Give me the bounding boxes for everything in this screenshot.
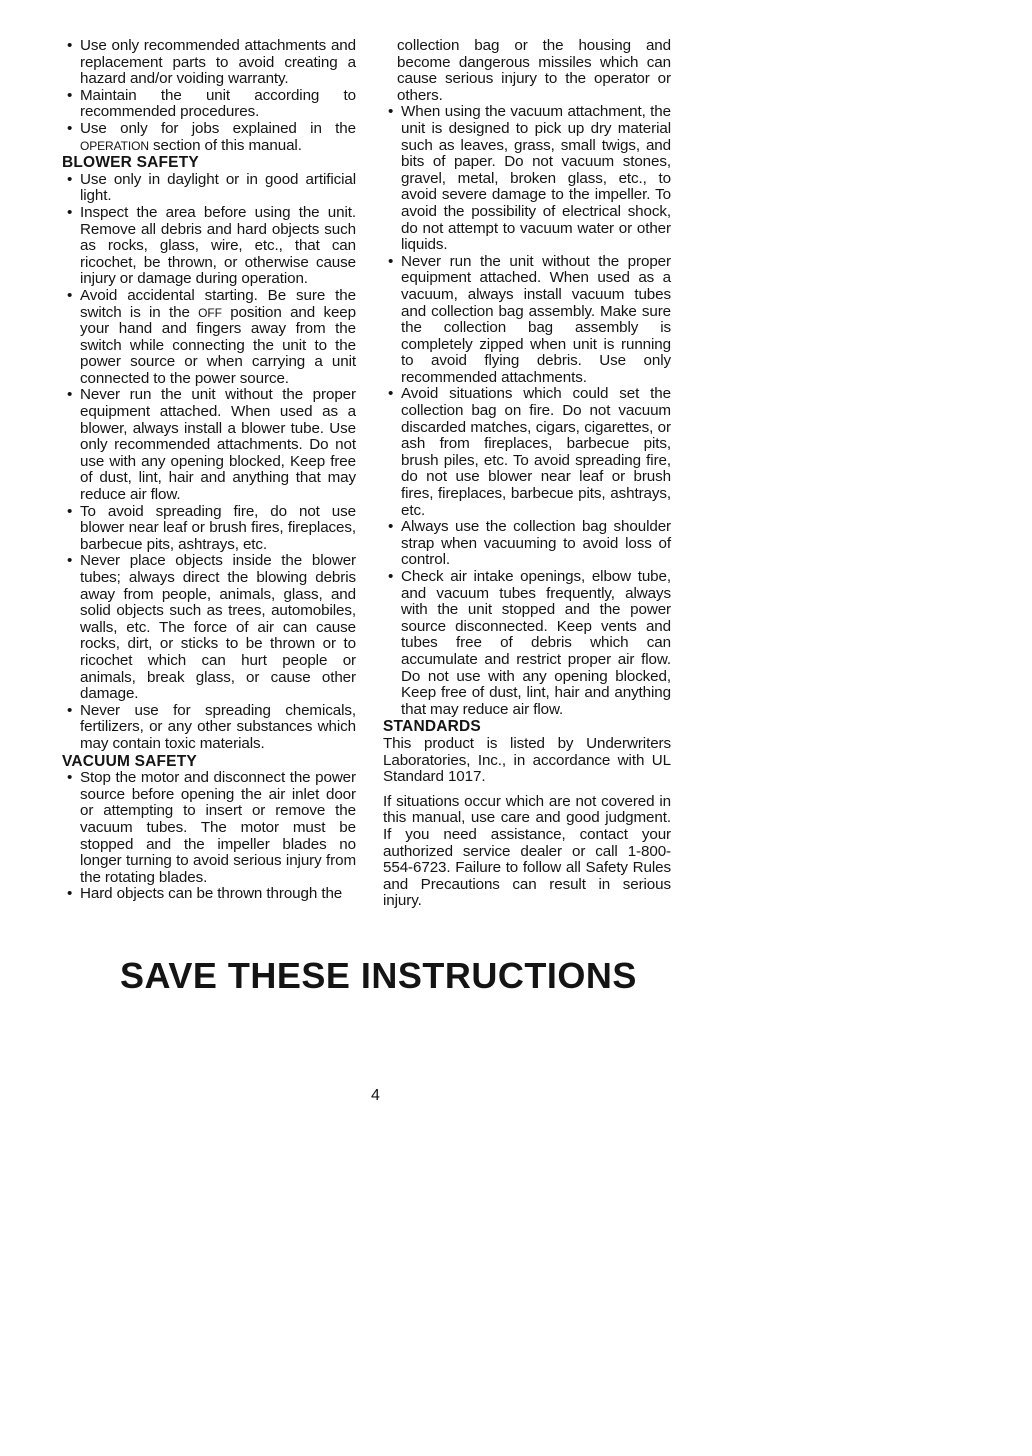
list-item: • Hard objects can be thrown through the	[62, 886, 356, 903]
page-number: 4	[371, 1087, 380, 1104]
standards-paragraph: This product is listed by Underwriters Laboratories, Inc., in accordance with UL Standard 1017.	[383, 734, 671, 786]
vacuum-safety-heading: VACUUM SAFETY	[62, 752, 197, 770]
list-item-text: Avoid accidental starting. Be sure the switch is in the	[80, 286, 356, 321]
list-item: • Inspect the area before using the unit. Remove all debris and hard objects such as rocks, glass, wire, etc., that can ricochet, be thrown, or otherwise cause injury or damage during operation.	[62, 205, 356, 288]
list-item: • Never run the unit without the proper equipment attached. When used as a blower, always install a blower tube. Use only recommended attachments. Do not use with any opening blocked, Keep free of dust, lint, hair and anything that may reduce air flow.	[62, 387, 356, 503]
list-item-text: section of this manual.	[153, 136, 302, 154]
blower-safety-heading: BLOWER SAFETY	[62, 154, 199, 172]
save-instructions-title: SAVE THESE INSTRUCTIONS	[120, 955, 637, 996]
list-item: • Avoid situations which could set the collection bag on fire. Do not vacuum discarded matches, cigars, cigarettes, or ash from fireplaces, barbecue pits, brush piles, etc. To avoid spreading fire, do not use blower near leaf or brush fires, fireplaces, barbecue pits, ashtrays, etc.	[383, 386, 671, 519]
continued-paragraph: collection bag or the housing and become dangerous missiles which can cause serious injury to the operator or others.	[397, 37, 671, 104]
list-item: • Never use for spreading chemicals, fertilizers, or any other substances which may contain toxic materials.	[62, 703, 356, 753]
list-item: • Use only recommended attachments and replacement parts to avoid creating a hazard and/or voiding warranty.	[62, 38, 356, 88]
list-item: • Maintain the unit according to recommended procedures.	[62, 88, 356, 121]
standards-heading: STANDARDS	[383, 718, 481, 736]
vacuum-safety-list	[62, 770, 356, 903]
list-item: • Never run the unit without the proper equipment attached. When used as a vacuum, always install vacuum tubes and collection bag assembly. Make sure the collection bag assembly is completely zipped when unit is running to avoid flying debris. Use only recommended attachments.	[383, 254, 671, 387]
vacuum-safety-list-continued	[383, 104, 671, 718]
operation-term: OPERATION	[80, 138, 149, 153]
list-item-text: Use only for jobs explained in the	[80, 119, 356, 137]
list-item-text: position and keep your hand and fingers away from the switch while connecting the unit to the power source or when carrying a unit connected to the power source.	[80, 303, 356, 387]
blower-safety-list	[62, 172, 356, 753]
closing-paragraph: If situations occur which are not covered in this manual, use care and good judgment. If you need assistance, contact your authorized service dealer or call 1-800-554-6723. Failure to follow all Safety Rules and Precautions can result in serious injury.	[383, 792, 671, 910]
list-item: • Stop the motor and disconnect the power source before opening the air inlet door or attempting to insert or remove the vacuum tubes. The motor must be stopped and the impeller blades no longer turning to avoid serious injury from the rotating blades.	[62, 770, 356, 886]
list-item-off-switch	[62, 288, 356, 388]
off-term: OFF	[198, 305, 222, 320]
right-column	[383, 38, 671, 910]
list-item: • Check air intake openings, elbow tube, and vacuum tubes frequently, always with the unit stopped and the power source disconnected. Keep vents and tubes free of debris which can accumulate and restrict proper air flow. Do not use with any opening blocked, Keep free of dust, lint, hair and anything that may reduce air flow.	[383, 569, 671, 718]
list-item: • To avoid spreading fire, do not use blower near leaf or brush fires, fireplaces, barbecue pits, ashtrays, etc.	[62, 504, 356, 554]
list-item-operation	[62, 121, 356, 154]
list-item: • Never place objects inside the blower tubes; always direct the blowing debris away from people, animals, glass, and solid objects such as trees, automobiles, walls, etc. The force of air can cause rocks, dirt, or sticks to be thrown or to ricochet which can hurt people or animals, break glass, or cause other damage.	[62, 553, 356, 702]
left-column	[62, 38, 356, 903]
intro-list	[62, 38, 356, 154]
list-item: • When using the vacuum attachment, the unit is designed to pick up dry material such as leaves, grass, small twigs, and bits of paper. Do not vacuum stones, gravel, metal, broken glass, etc., to avoid severe damage to the impeller. To avoid the possibility of electrical shock, do not attempt to vacuum water or other liquids.	[383, 104, 671, 253]
list-item: • Use only in daylight or in good artificial light.	[62, 172, 356, 205]
list-item: • Always use the collection bag shoulder strap when vacuuming to avoid loss of control.	[383, 519, 671, 569]
